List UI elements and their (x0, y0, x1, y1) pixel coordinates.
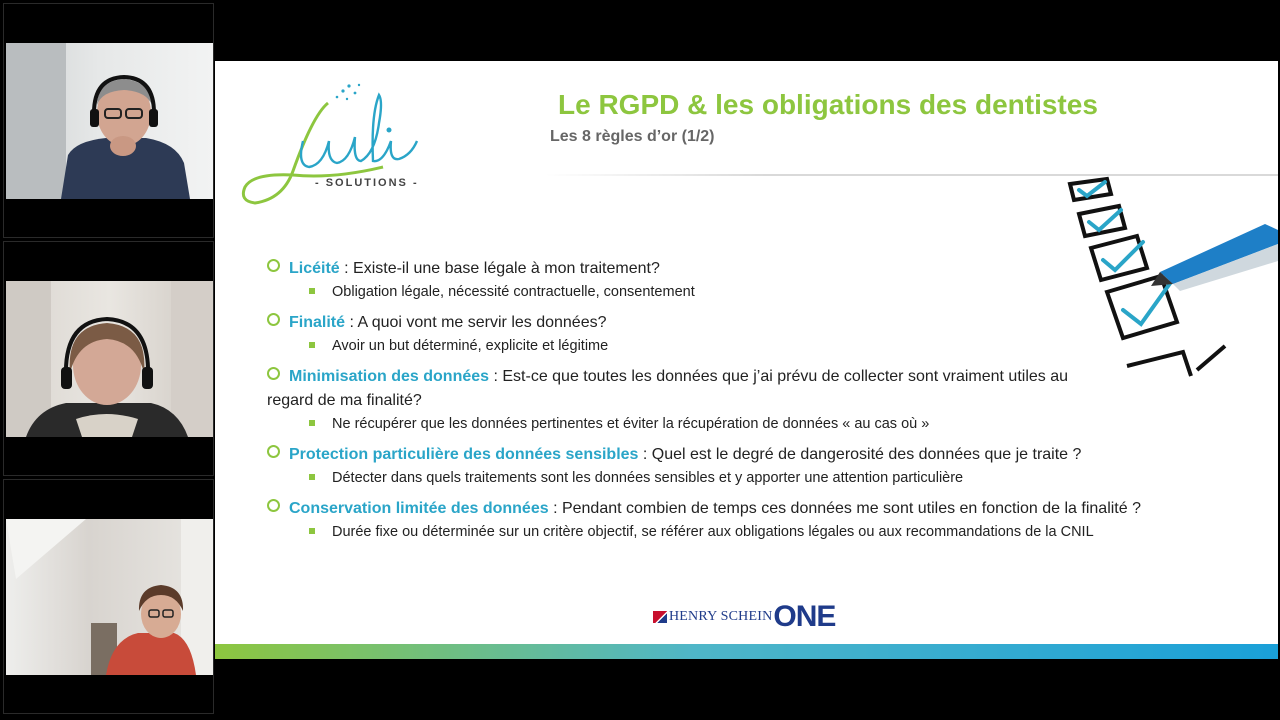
slide-subtitle: Les 8 règles d’or (1/2) (550, 128, 715, 145)
rule-question: : Pendant combien de temps ces données me sont utiles en fonction de la finalité ? (548, 500, 1141, 517)
square-bullet-icon (309, 342, 315, 348)
brand-suffix: ONE (773, 600, 836, 633)
rule-term: Minimisation des données (289, 368, 490, 385)
rule-item-minimisation (267, 365, 1267, 435)
rule-question: : Existe-il une base légale à mon traitement? (339, 260, 660, 277)
participant-2-figure (6, 281, 213, 437)
rule-item-conservation (267, 497, 1267, 543)
circle-bullet-icon (267, 259, 280, 272)
logo-tagline: - SOLUTIONS - (315, 177, 419, 189)
presentation-slide (215, 61, 1278, 659)
rule-item-finalite (267, 311, 1267, 357)
participant-video-1 (6, 43, 213, 199)
rule-question: : A quoi vont me servir les données? (345, 314, 607, 331)
rule-detail: Obligation légale, nécessité contractuelle, consentement (332, 284, 695, 300)
rule-item-liceite (267, 257, 1267, 303)
rule-detail: Détecter dans quels traitements sont les données sensibles et y apporter une attention particulière (332, 470, 964, 486)
participant-video-3 (6, 519, 213, 675)
rule-term: Licéité (289, 260, 340, 277)
rule-term: Finalité (289, 314, 346, 331)
participant-1-figure (6, 43, 213, 199)
circle-bullet-icon (267, 313, 280, 326)
rule-detail: Durée fixe ou déterminée sur un critère objectif, se référer aux obligations légales ou aux recommandations de la CNIL (332, 524, 1094, 540)
participant-tile-1[interactable] (3, 3, 214, 238)
participant-tile-2[interactable] (3, 241, 214, 476)
rule-detail: Ne récupérer que les données pertinentes et éviter la récupération de données « au cas où » (332, 416, 930, 432)
henry-schein-one-logo (653, 602, 835, 632)
participant-3-figure (6, 519, 213, 675)
rule-question: : Quel est le degré de dangerosité des données que je traite ? (638, 446, 1082, 463)
rule-question: : Est-ce que toutes les données que j’ai prévu de collecter sont vraiment utiles au regard de ma finalité? (267, 368, 1069, 409)
square-bullet-icon (309, 288, 315, 294)
circle-bullet-icon (267, 367, 280, 380)
julie-solutions-logo (233, 75, 423, 215)
rule-detail: Avoir un but déterminé, explicite et légitime (332, 338, 609, 354)
square-bullet-icon (309, 528, 315, 534)
brand-name: HENRY SCHEIN (669, 609, 773, 624)
slide-title: Le RGPD & les obligations des dentistes (558, 89, 1098, 120)
square-bullet-icon (309, 420, 315, 426)
brand-flag-icon (653, 611, 667, 623)
rule-term: Conservation limitée des données (289, 500, 549, 517)
participant-tile-3[interactable] (3, 479, 214, 714)
participant-video-2 (6, 281, 213, 437)
rules-list (267, 257, 1267, 551)
rule-item-protection (267, 443, 1267, 489)
footer-gradient-bar (215, 644, 1278, 659)
square-bullet-icon (309, 474, 315, 480)
circle-bullet-icon (267, 499, 280, 512)
circle-bullet-icon (267, 445, 280, 458)
rule-term: Protection particulière des données sensibles (289, 446, 639, 463)
